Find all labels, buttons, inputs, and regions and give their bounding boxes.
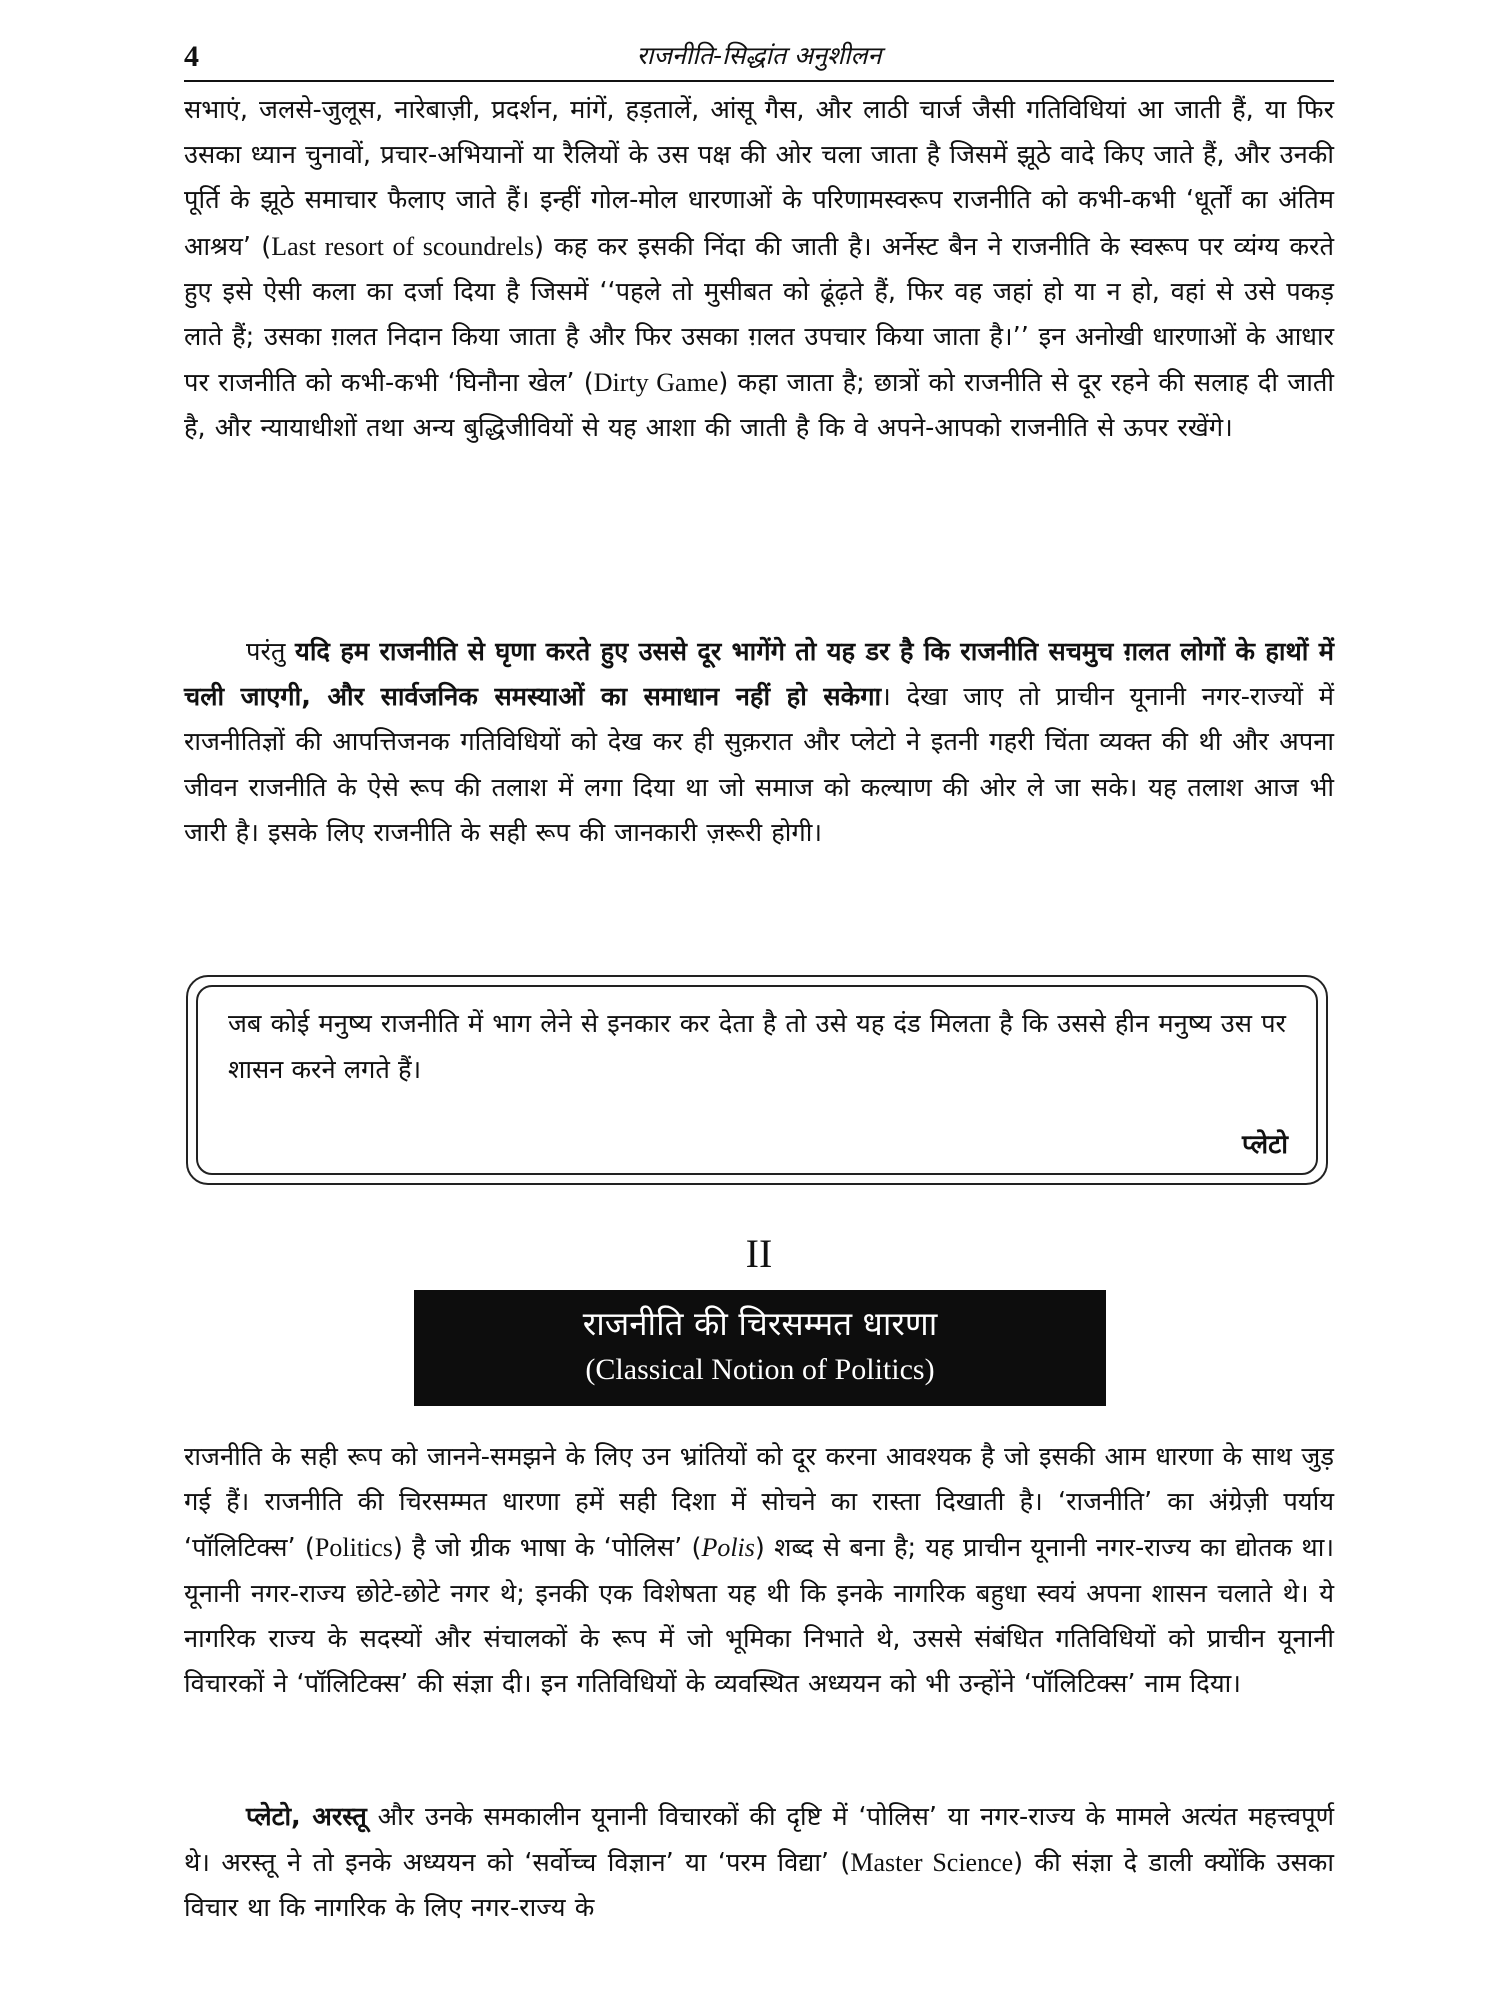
english-term: Polis bbox=[701, 1533, 755, 1563]
page-number: 4 bbox=[184, 40, 199, 73]
section-number: II bbox=[745, 1231, 773, 1276]
paragraph-4: प्लेटो, अरस्तू और उनके समकालीन यूनानी विचारकों की दृष्टि में ‘पोलिस’ या नगर-राज्य के मामले अत्यंत महत्त्वपूर्ण थे। अरस्तू ने तो इनके अध्ययन को ‘सर्वोच्च विज्ञान’ या ‘परम विद्या’ (Master Science) की संज्ञा दे डाली क्योंकि उसका विचार था कि नागरिक के लिए नगर-राज्य के bbox=[184, 1802, 1335, 1924]
english-term: Last resort of scoundrels bbox=[271, 231, 534, 261]
english-term: Master Science bbox=[850, 1848, 1014, 1878]
section-title: राजनीति की चिरसम्मत धारणा bbox=[582, 1304, 938, 1343]
paragraph-2: परंतु यदि हम राजनीति से घृणा करते हुए उससे दूर भागेंगे तो यह डर है कि राजनीति सचमुच ग़लत लोगों के हाथों में चली जाएगी, और सार्वजनिक समस्याओं का समाधान नहीं हो सकेगा। देखा जाए तो प्राचीन यूनानी नगर-राज्यों में राजनीतिज्ञों की आपत्तिजनक गतिविधियों को देख कर ही सुक़रात और प्लेटो ने इतनी गहरी चिंता व्यक्त की थी और अपना जीवन राजनीति के ऐसे रूप की तलाश में लगा दिया था जो समाज को कल्याण की ओर ले जा सके। यह तलाश आज भी जारी है। इसके लिए राजनीति के सही रूप की जानकारी ज़रूरी होगी। bbox=[184, 637, 1334, 848]
quote-text: जब कोई मनुष्य राजनीति में भाग लेने से इनकार कर देता है तो उसे यह दंड मिलता है कि उससे हीन मनुष्य उस पर शासन करने लगते हैं। bbox=[228, 1009, 1286, 1085]
bold-emphasis: प्लेटो, अरस्तू bbox=[246, 1802, 367, 1832]
paragraph-1: सभाएं, जलसे-जुलूस, नारेबाज़ी, प्रदर्शन, मांगें, हड़तालें, आंसू गैस, और लाठी चार्ज जैसी गतिविधियां आ जाती हैं, या फिर उसका ध्यान चुनावों, प्रचार-अभियानों या रैलियों के उस पक्ष की ओर चला जाता है जिसमें झूठे वादे किए जाते हैं, और उनकी पूर्ति के झूठे समाचार फैलाए जाते हैं। इन्हीं गोल-मोल धारणाओं के परिणामस्वरूप राजनीति को कभी-कभी ‘धूर्तों का अंतिम आश्रय’ (Last resort of scoundrels) कह कर इसकी निंदा की जाती है। अर्नेस्ट बैन ने राजनीति के स्वरूप पर व्यंग्य करते हुए इसे ऐसी कला का दर्जा दिया है जिसमें ‘‘पहले तो मुसीबत को ढूंढ़ते हैं, फिर वह जहां हो या न हो, वहां से उसे पकड़ लाते हैं; उसका ग़लत निदान किया जाता है और फिर उसका ग़लत उपचार किया जाता है।’’ इन अनोखी धारणाओं के आधार पर राजनीति को कभी-कभी ‘घिनौना खेल’ (Dirty Game) कहा जाता है; छात्रों को राजनीति से दूर रहने की सलाह दी जाती है, और न्यायाधीशों तथा अन्य बुद्धिजीवियों से यह आशा की जाती है कि वे अपने-आपको राजनीति से ऊपर रखेंगे। bbox=[184, 95, 1334, 444]
page-header bbox=[184, 34, 1334, 82]
english-term: Politics bbox=[314, 1533, 393, 1563]
bold-emphasis: यदि हम राजनीति से घृणा करते हुए उससे दूर भागेंगे तो यह डर है कि राजनीति सचमुच ग़लत लोगों के हाथों में चली जाएगी, और सार्वजनिक समस्याओं का समाधान नहीं हो सकेगा bbox=[184, 637, 1334, 713]
quote-box bbox=[186, 975, 1328, 1185]
section-subtitle: (Classical Notion of Politics) bbox=[585, 1353, 935, 1386]
section-heading bbox=[414, 1290, 1106, 1406]
paragraph-3: राजनीति के सही रूप को जानने-समझने के लिए उन भ्रांतियों को दूर करना आवश्यक है जो इसकी आम धारणा के साथ जुड़ गई हैं। राजनीति की चिरसम्मत धारणा हमें सही दिशा में सोचने का रास्ता दिखाती है। ‘राजनीति’ का अंग्रेज़ी पर्याय ‘पॉलिटिक्स’ (Politics) है जो ग्रीक भाषा के ‘पोलिस’ (Polis) शब्द से बना है; यह प्राचीन यूनानी नगर-राज्य का द्योतक था। यूनानी नगर-राज्य छोटे-छोटे नगर थे; इनकी एक विशेषता यह थी कि इनके नागरिक बहुधा स्वयं अपना शासन चलाते थे। ये नागरिक राज्य के सदस्यों और संचालकों के रूप में जो भूमिका निभाते थे, उससे संबंधित गतिविधियों को प्राचीन यूनानी विचारकों ने ‘पॉलिटिक्स’ की संज्ञा दी। इन गतिविधियों के व्यवस्थित अध्ययन को भी उन्होंने ‘पॉलिटिक्स’ नाम दिया। bbox=[184, 1442, 1334, 1700]
running-title: राजनीति-सिद्धांत अनुशीलन bbox=[636, 41, 882, 70]
quote-author: प्लेटो bbox=[1242, 1130, 1288, 1160]
english-term: Dirty Game bbox=[593, 368, 719, 398]
